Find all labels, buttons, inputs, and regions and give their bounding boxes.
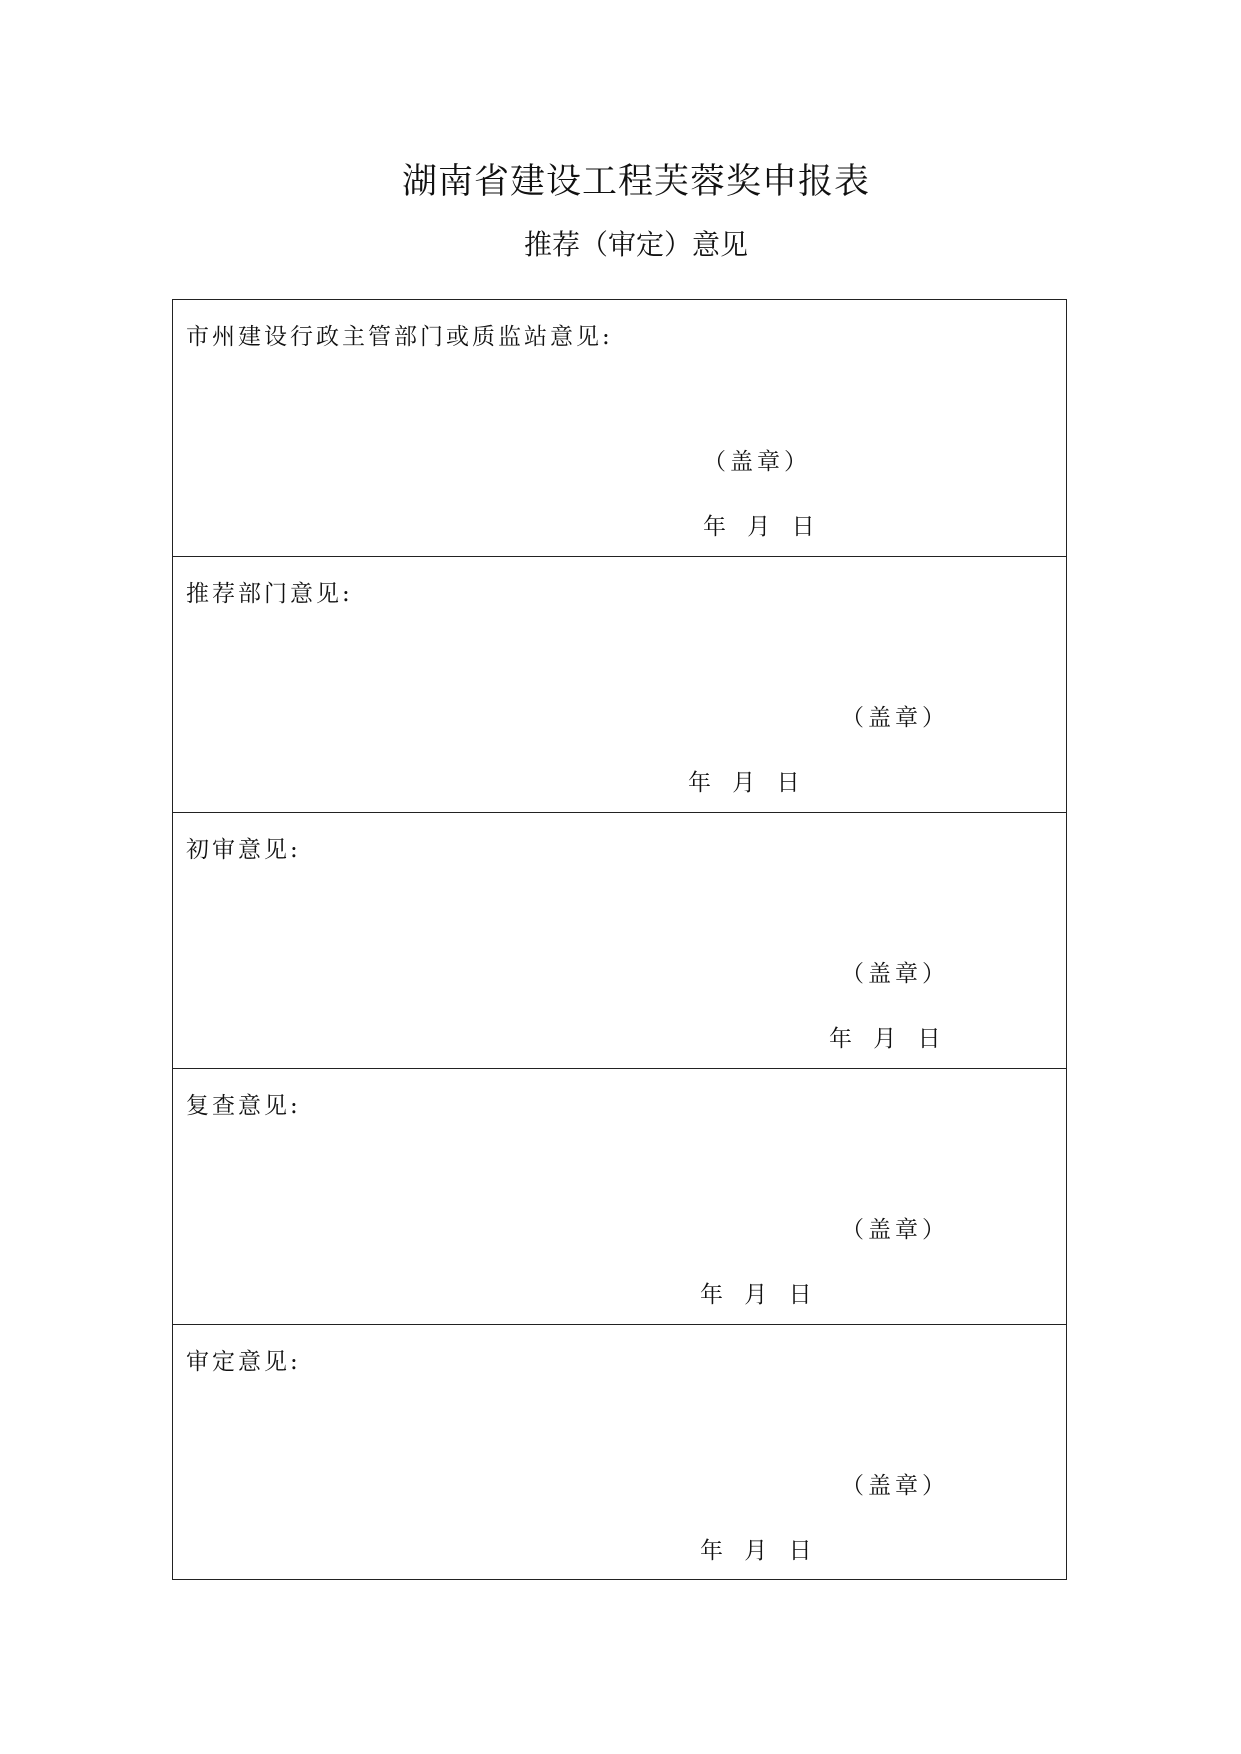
date-text: 年 月 日 — [688, 770, 800, 796]
seal-text: （盖章） — [841, 1473, 949, 1499]
page-title: 湖南省建设工程芙蓉奖申报表 — [401, 162, 870, 202]
seal-text: （盖章） — [841, 1217, 949, 1243]
section-label: 推荐部门意见: — [186, 581, 353, 607]
date-text: 年 月 日 — [700, 1282, 812, 1308]
date-text: 年 月 日 — [829, 1026, 941, 1052]
seal-text: （盖章） — [841, 705, 949, 731]
section-final-approval-opinion — [173, 1324, 1066, 1579]
date-text: 年 月 日 — [700, 1538, 812, 1564]
seal-text: （盖章） — [703, 449, 811, 475]
section-re-examination-opinion — [173, 1068, 1066, 1324]
section-label: 审定意见: — [186, 1349, 301, 1375]
section-label: 初审意见: — [186, 837, 301, 863]
seal-text: （盖章） — [841, 961, 949, 987]
date-text: 年 月 日 — [703, 514, 815, 540]
section-label: 市州建设行政主管部门或质监站意见: — [186, 324, 613, 350]
section-recommending-dept-opinion — [173, 556, 1066, 812]
section-municipal-opinion — [173, 300, 1066, 556]
section-preliminary-review-opinion — [173, 812, 1066, 1068]
opinion-form-table — [172, 299, 1067, 1580]
section-label: 复查意见: — [186, 1093, 301, 1119]
page-subtitle: 推荐（审定）意见 — [523, 228, 748, 261]
